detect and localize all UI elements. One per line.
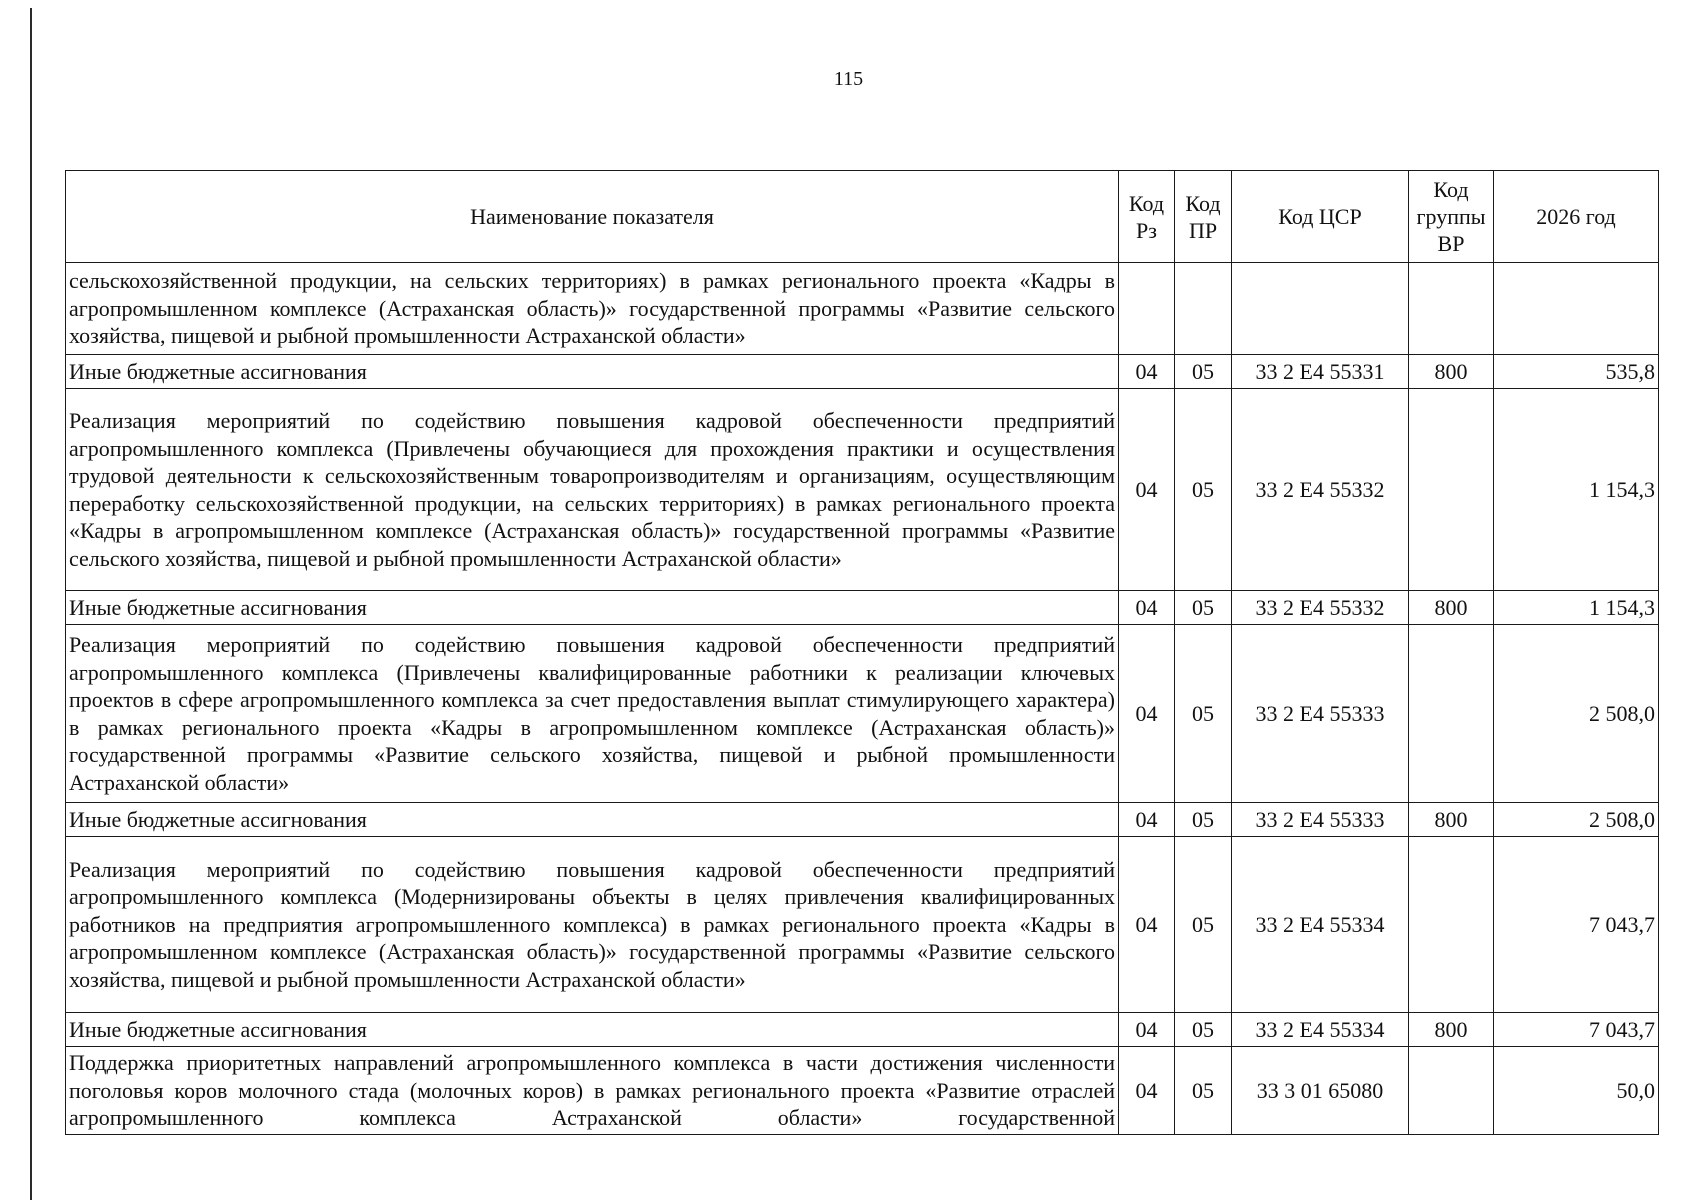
header-pr: Код ПР [1175,171,1232,263]
row-amount: 535,8 [1494,355,1659,389]
header-csr: Код ЦСР [1232,171,1409,263]
row-pr: 05 [1175,625,1232,803]
table-header-row [66,171,1659,263]
table-row [66,803,1659,837]
row-name: Иные бюджетные ассигнования [66,803,1119,837]
row-name: сельскохозяйственной продукции, на сельских территориях) в рамках регионального проекта «Кадры в агропромышленном комплексе (Астраханская область)» государственной программы «Развитие сельского хозяйства, пищевой и рыбной промышленности Астраханской области» [66,263,1119,355]
row-csr: 33 2 Е4 55333 [1232,625,1409,803]
table-row [66,1047,1659,1135]
table-row [66,837,1659,1013]
row-name: Поддержка приоритетных направлений агропромышленного комплекса в части достижения численности поголовья коров молочного стада (молочных коров) в рамках регионального проекта «Развитие отраслей агропромышленного комплекса Астраханской области» государственной [66,1047,1119,1135]
header-year: 2026 год [1494,171,1659,263]
row-rz: 04 [1119,837,1175,1013]
row-vr: 800 [1409,1013,1494,1047]
table-row [66,625,1659,803]
row-name: Иные бюджетные ассигнования [66,1013,1119,1047]
row-rz: 04 [1119,1047,1175,1135]
row-csr: 33 2 Е4 55334 [1232,837,1409,1013]
row-rz [1119,263,1175,355]
row-amount: 7 043,7 [1494,1013,1659,1047]
row-name: Иные бюджетные ассигнования [66,355,1119,389]
row-vr: 800 [1409,355,1494,389]
row-name: Иные бюджетные ассигнования [66,591,1119,625]
row-csr [1232,263,1409,355]
row-amount: 50,0 [1494,1047,1659,1135]
row-vr [1409,1047,1494,1135]
row-csr: 33 2 Е4 55332 [1232,591,1409,625]
row-csr: 33 2 Е4 55331 [1232,355,1409,389]
row-csr: 33 2 Е4 55332 [1232,389,1409,591]
row-amount: 2 508,0 [1494,625,1659,803]
row-vr: 800 [1409,803,1494,837]
budget-table [65,170,1659,1135]
row-amount: 2 508,0 [1494,803,1659,837]
row-vr: 800 [1409,591,1494,625]
row-amount: 1 154,3 [1494,591,1659,625]
row-pr: 05 [1175,803,1232,837]
table-row [66,591,1659,625]
row-pr: 05 [1175,837,1232,1013]
row-pr: 05 [1175,355,1232,389]
page-number: 115 [833,68,864,90]
row-pr: 05 [1175,389,1232,591]
row-pr: 05 [1175,1047,1232,1135]
row-pr [1175,263,1232,355]
table-row [66,263,1659,355]
row-pr: 05 [1175,591,1232,625]
row-rz: 04 [1119,1013,1175,1047]
row-csr: 33 2 Е4 55333 [1232,803,1409,837]
row-rz: 04 [1119,389,1175,591]
header-name: Наименование показателя [66,171,1119,263]
left-margin-line [30,8,32,1200]
row-name: Реализация мероприятий по содействию повышения кадровой обеспеченности предприятий агропромышленного комплекса (Привлечены обучающиеся для прохождения практики и осуществления трудовой деятельности к сельскохозяйственным товаропроизводителям и организациям, осуществляющим переработку сельскохозяйственной продукции, на сельских территориях) в рамках регионального проекта «Кадры в агропромышленном комплексе (Астраханская область)» государственной программы «Развитие сельского хозяйства, пищевой и рыбной промышленности Астраханской области» [66,389,1119,591]
row-name: Реализация мероприятий по содействию повышения кадровой обеспеченности предприятий агропромышленного комплекса (Привлечены квалифицированные работники к реализации ключевых проектов в сфере агропромышленного комплекса за счет предоставления выплат стимулирующего характера) в рамках регионального проекта «Кадры в агропромышленном комплексе (Астраханская область)» государственной программы «Развитие сельского хозяйства, пищевой и рыбной промышленности Астраханской области» [66,625,1119,803]
row-vr [1409,389,1494,591]
row-amount: 7 043,7 [1494,837,1659,1013]
row-rz: 04 [1119,625,1175,803]
row-name: Реализация мероприятий по содействию повышения кадровой обеспеченности предприятий агропромышленного комплекса (Модернизированы объекты в целях привлечения квалифицированных работников на предприятия агропромышленного комплекса) в рамках регионального проекта «Кадры в агропромышленном комплексе (Астраханская область)» государственной программы «Развитие сельского хозяйства, пищевой и рыбной промышленности Астраханской области» [66,837,1119,1013]
row-rz: 04 [1119,355,1175,389]
row-vr [1409,263,1494,355]
row-csr: 33 2 Е4 55334 [1232,1013,1409,1047]
row-amount [1494,263,1659,355]
header-rz: Код Рз [1119,171,1175,263]
row-rz: 04 [1119,803,1175,837]
header-vr: Код группы ВР [1409,171,1494,263]
table-row [66,355,1659,389]
table-row [66,1013,1659,1047]
row-amount: 1 154,3 [1494,389,1659,591]
table-row [66,389,1659,591]
row-pr: 05 [1175,1013,1232,1047]
row-rz: 04 [1119,591,1175,625]
row-vr [1409,625,1494,803]
row-csr: 33 3 01 65080 [1232,1047,1409,1135]
row-vr [1409,837,1494,1013]
